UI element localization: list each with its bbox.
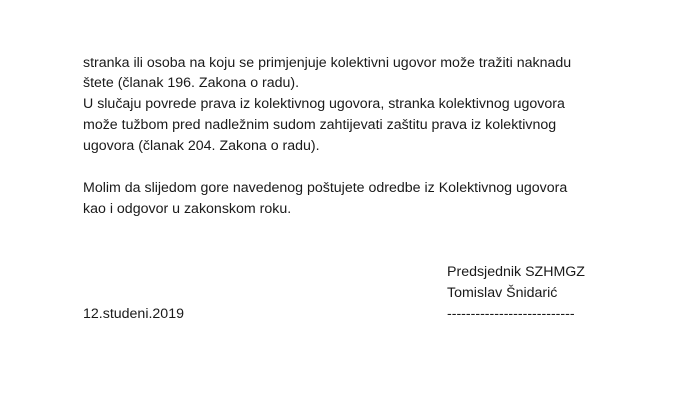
letter-date: 12.studeni.2019 (83, 306, 184, 322)
paragraph-1-line-1: stranka ili osoba na koju se primjenjuje kolektivni ugovor može tražiti naknadu (83, 55, 572, 71)
paragraph-3-line-1: Molim da slijedom gore navedenog poštujete odredbe iz Kolektivnog ugovora (83, 180, 568, 196)
signature-name: Tomislav Šnidarić (447, 285, 558, 301)
paragraph-2-line-3: ugovora (članak 204. Zakona o radu). (83, 138, 320, 154)
signature-line: --------------------------- (447, 306, 575, 322)
paragraph-1-line-2: štete (članak 196. Zakona o radu). (83, 75, 300, 91)
signature-role: Predsjednik SZHMGZ (447, 264, 585, 280)
paragraph-2-line-2: može tužbom pred nadležnim sudom zahtijevati zaštitu prava iz kolektivnog (83, 117, 557, 133)
paragraph-2-line-1: U slučaju povrede prava iz kolektivnog ugovora, stranka kolektivnog ugovora (83, 96, 565, 112)
paragraph-3-line-2: kao i odgovor u zakonskom roku. (83, 201, 292, 217)
